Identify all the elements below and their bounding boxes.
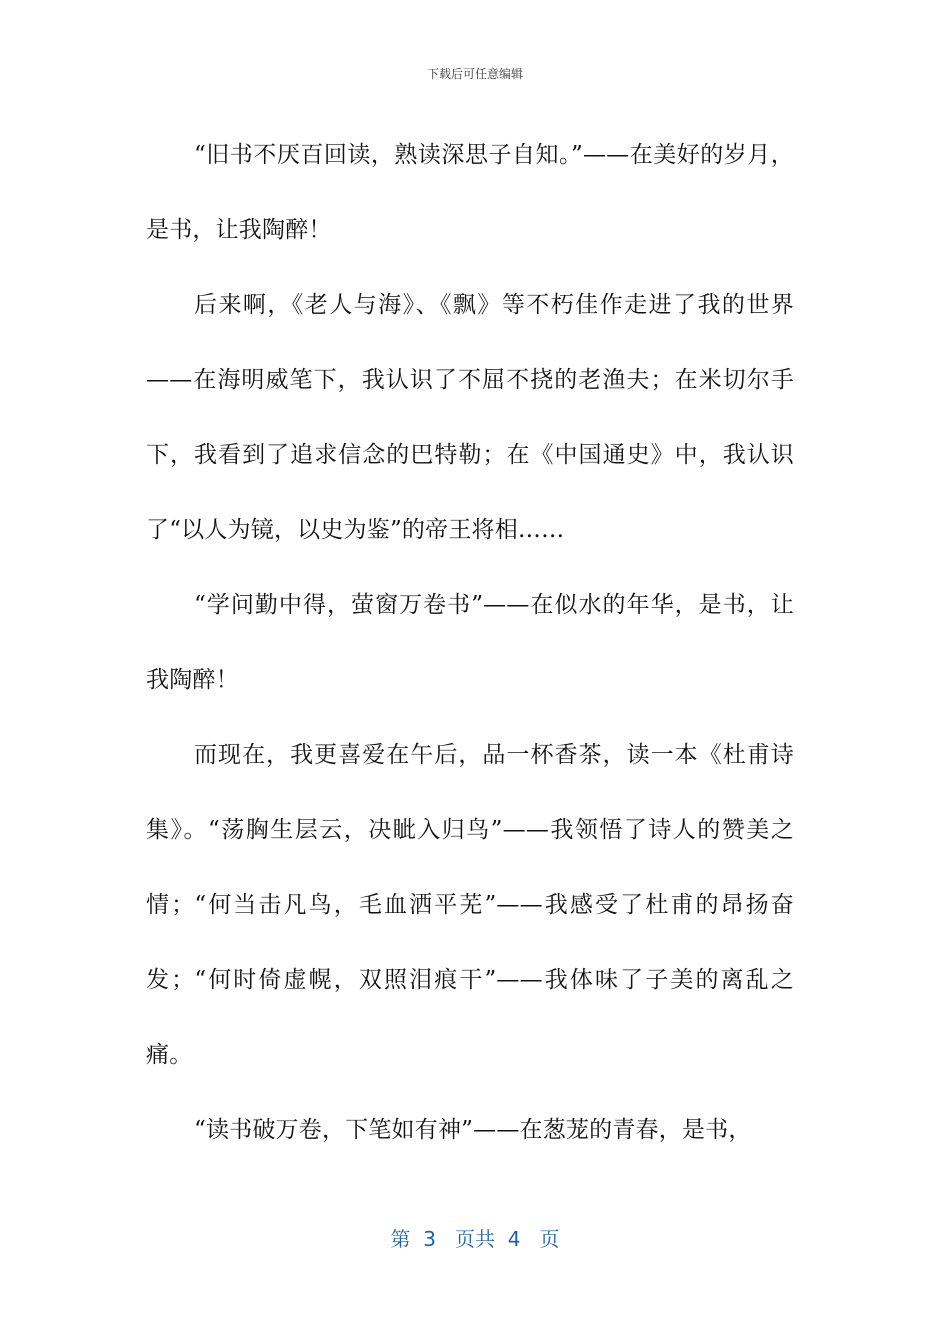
- paragraph-1: “旧书不厌百回读，熟读深思子自知。”——在美好的岁月，是书，让我陶醉！: [146, 142, 794, 243]
- paragraph-3: “学问勤中得，萤窗万卷书”——在似水的年华，是书，让我陶醉！: [146, 592, 794, 693]
- document-body: [146, 118, 794, 1168]
- paragraph-5: “读书破万卷，下笔如有神”——在葱茏的青春，是书，: [194, 1117, 752, 1143]
- page-number-footer: 第 3 页共 4 页: [390, 1227, 560, 1251]
- paragraph-4: 而现在，我更喜爱在午后，品一杯香茶，读一本《杜甫诗集》。“荡胸生层云，决眦入归鸟”——我领悟了诗人的赞美之情；“何当击凡鸟，毛血洒平芜”——我感受了杜甫的昂扬奋发；“何时倚虚幌，双照泪痕干”——我体味了子美的离乱之痛。: [146, 742, 794, 1068]
- paragraph-2: 后来啊，《老人与海》、《飘》等不朽佳作走进了我的世界——在海明威笔下，我认识了不屈不挠的老渔夫；在米切尔手下，我看到了追求信念的巴特勒；在《中国通史》中，我认识了“以人为镜，以史为鉴”的帝王将相……: [146, 292, 794, 543]
- page-header: 下载后可任意编辑: [426, 67, 523, 81]
